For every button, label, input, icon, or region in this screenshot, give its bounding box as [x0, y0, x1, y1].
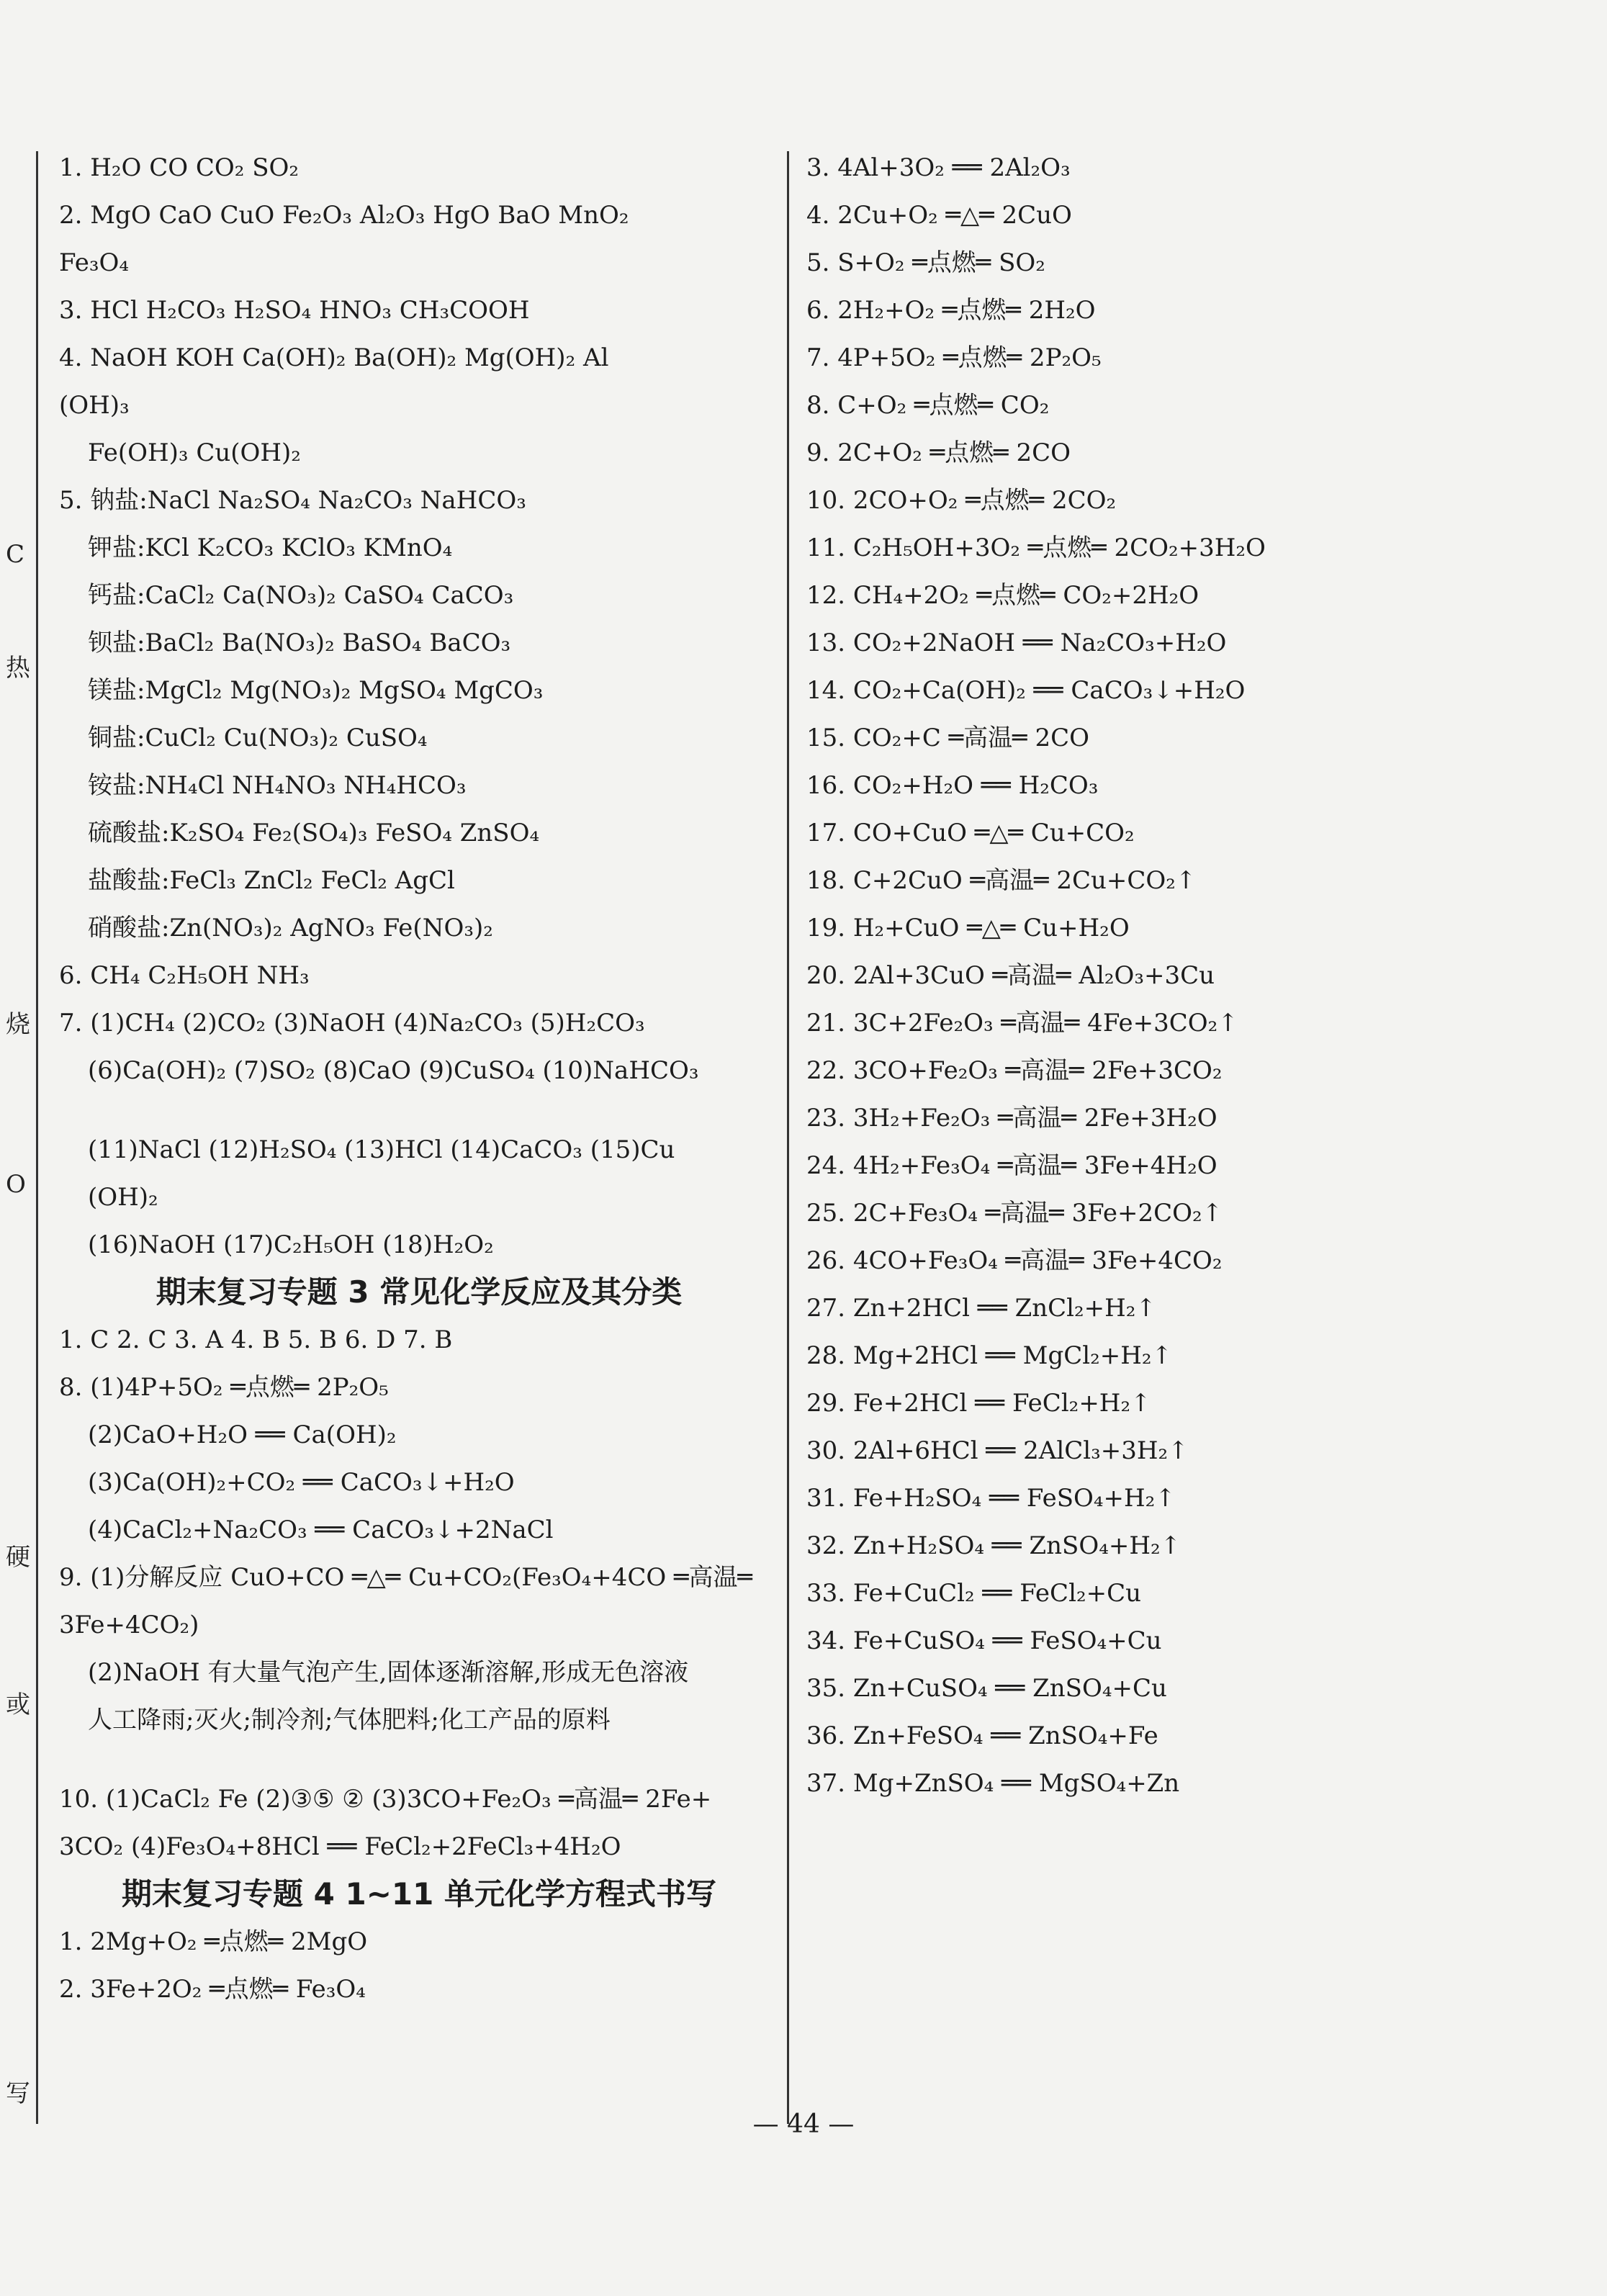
- answer-line: 5. S+O₂ ═点燃═ SO₂: [806, 248, 1045, 277]
- answer-line: 6. 2H₂+O₂ ═点燃═ 2H₂O: [806, 296, 1096, 325]
- left-column: [59, 144, 779, 2013]
- answer-line: 1. C 2. C 3. A 4. B 5. B 6. D 7. B: [59, 1325, 453, 1354]
- answer-line: 4. 2Cu+O₂ ═△═ 2CuO: [806, 201, 1072, 230]
- answer-line: 9. (1)分解反应 CuO+CO ═△═ Cu+CO₂(Fe₃O₄+4CO ═高温═: [59, 1563, 753, 1592]
- spacer: [59, 1744, 779, 1775]
- edge-character: O: [6, 1170, 26, 1199]
- edge-character: 烧: [6, 1010, 30, 1039]
- answer-line: Fe(OH)₃ Cu(OH)₂: [88, 438, 301, 467]
- answer-line: 9. 2C+O₂ ═点燃═ 2CO: [806, 438, 1071, 467]
- answer-line: (6)Ca(OH)₂ (7)SO₂ (8)CaO (9)CuSO₄ (10)NaHCO₃: [88, 1056, 699, 1085]
- answer-line: 14. CO₂+Ca(OH)₂ ══ CaCO₃↓+H₂O: [806, 676, 1246, 705]
- answer-line: 2. MgO CaO CuO Fe₂O₃ Al₂O₃ HgO BaO MnO₂: [59, 201, 629, 230]
- spacer: [59, 1094, 779, 1126]
- answer-line: 35. Zn+CuSO₄ ══ ZnSO₄+Cu: [806, 1674, 1167, 1703]
- section-heading: 期末复习专题 4 1~11 单元化学方程式书写: [122, 1876, 716, 1912]
- answer-line: 25. 2C+Fe₃O₄ ═高温═ 3Fe+2CO₂↑: [806, 1199, 1223, 1228]
- answer-line: 2. 3Fe+2O₂ ═点燃═ Fe₃O₄: [59, 1975, 366, 2004]
- answer-line: 13. CO₂+2NaOH ══ Na₂CO₃+H₂O: [806, 629, 1227, 657]
- right-column: [806, 144, 1570, 1807]
- answer-line: 3. 4Al+3O₂ ══ 2Al₂O₃: [806, 153, 1071, 182]
- answer-line: 19. H₂+CuO ═△═ Cu+H₂O: [806, 914, 1130, 942]
- answer-line: 镁盐:MgCl₂ Mg(NO₃)₂ MgSO₄ MgCO₃: [88, 676, 544, 705]
- answer-line: 5. 钠盐:NaCl Na₂SO₄ Na₂CO₃ NaHCO₃: [59, 486, 526, 515]
- edge-character: 热: [6, 654, 30, 683]
- answer-line: 21. 3C+2Fe₂O₃ ═高温═ 4Fe+3CO₂↑: [806, 1009, 1238, 1037]
- answer-line: 7. 4P+5O₂ ═点燃═ 2P₂O₅: [806, 343, 1102, 372]
- answer-line: 4. NaOH KOH Ca(OH)₂ Ba(OH)₂ Mg(OH)₂ Al: [59, 343, 609, 372]
- edge-character: C: [6, 540, 25, 569]
- edge-character: 硬: [6, 1543, 30, 1572]
- answer-line: 10. 2CO+O₂ ═点燃═ 2CO₂: [806, 486, 1117, 515]
- answer-line: 23. 3H₂+Fe₂O₃ ═高温═ 2Fe+3H₂O: [806, 1104, 1217, 1133]
- answer-line: 8. C+O₂ ═点燃═ CO₂: [806, 391, 1050, 420]
- answer-line: 37. Mg+ZnSO₄ ══ MgSO₄+Zn: [806, 1769, 1180, 1798]
- answer-line: 26. 4CO+Fe₃O₄ ═高温═ 3Fe+4CO₂: [806, 1246, 1223, 1275]
- left-margin-rule: [36, 151, 38, 2124]
- answer-line: 硫酸盐:K₂SO₄ Fe₂(SO₄)₃ FeSO₄ ZnSO₄: [88, 819, 540, 847]
- answer-line: 18. C+2CuO ═高温═ 2Cu+CO₂↑: [806, 866, 1197, 895]
- answer-line: 28. Mg+2HCl ══ MgCl₂+H₂↑: [806, 1341, 1173, 1370]
- column-divider: [787, 151, 789, 2124]
- edge-character: 或: [6, 1691, 30, 1719]
- answer-line: 20. 2Al+3CuO ═高温═ Al₂O₃+3Cu: [806, 961, 1215, 990]
- answer-line: 钾盐:KCl K₂CO₃ KClO₃ KMnO₄: [88, 534, 453, 562]
- answer-line: 铵盐:NH₄Cl NH₄NO₃ NH₄HCO₃: [88, 771, 467, 800]
- answer-line: 11. C₂H₅OH+3O₂ ═点燃═ 2CO₂+3H₂O: [806, 534, 1266, 562]
- answer-line: 10. (1)CaCl₂ Fe (2)③⑤ ② (3)3CO+Fe₂O₃ ═高温═ 2Fe+: [59, 1785, 712, 1814]
- answer-line: 3Fe+4CO₂): [59, 1611, 199, 1639]
- answer-line: (OH)₂: [88, 1183, 158, 1212]
- answer-line: 铜盐:CuCl₂ Cu(NO₃)₂ CuSO₄: [88, 724, 428, 752]
- answer-line: (16)NaOH (17)C₂H₅OH (18)H₂O₂: [88, 1230, 494, 1259]
- answer-line: 3. HCl H₂CO₃ H₂SO₄ HNO₃ CH₃COOH: [59, 296, 530, 325]
- answer-line: 24. 4H₂+Fe₃O₄ ═高温═ 3Fe+4H₂O: [806, 1151, 1217, 1180]
- answer-line: Fe₃O₄: [59, 248, 129, 277]
- edge-character: 写: [6, 2079, 30, 2108]
- answer-line: 6. CH₄ C₂H₅OH NH₃: [59, 961, 310, 990]
- answer-line: (4)CaCl₂+Na₂CO₃ ══ CaCO₃↓+2NaCl: [88, 1516, 554, 1544]
- page-number: — 44 —: [752, 2110, 855, 2139]
- answer-line: 硝酸盐:Zn(NO₃)₂ AgNO₃ Fe(NO₃)₂: [88, 914, 493, 942]
- answer-line: 8. (1)4P+5O₂ ═点燃═ 2P₂O₅: [59, 1373, 389, 1402]
- answer-line: 36. Zn+FeSO₄ ══ ZnSO₄+Fe: [806, 1721, 1158, 1750]
- answer-line: 1. 2Mg+O₂ ═点燃═ 2MgO: [59, 1927, 368, 1956]
- answer-line: 22. 3CO+Fe₂O₃ ═高温═ 2Fe+3CO₂: [806, 1056, 1223, 1085]
- answer-line: 盐酸盐:FeCl₃ ZnCl₂ FeCl₂ AgCl: [88, 866, 455, 895]
- answer-line: 29. Fe+2HCl ══ FeCl₂+H₂↑: [806, 1389, 1151, 1418]
- answer-line: 12. CH₄+2O₂ ═点燃═ CO₂+2H₂O: [806, 581, 1199, 610]
- answer-line: (11)NaCl (12)H₂SO₄ (13)HCl (14)CaCO₃ (15)Cu: [88, 1135, 675, 1164]
- answer-line: (3)Ca(OH)₂+CO₂ ══ CaCO₃↓+H₂O: [88, 1468, 515, 1497]
- answer-line: 15. CO₂+C ═高温═ 2CO: [806, 724, 1089, 752]
- answer-line: 17. CO+CuO ═△═ Cu+CO₂: [806, 819, 1135, 847]
- answer-line: 人工降雨;灭火;制冷剂;气体肥料;化工产品的原料: [88, 1706, 611, 1734]
- answer-line: 34. Fe+CuSO₄ ══ FeSO₄+Cu: [806, 1626, 1162, 1655]
- answer-line: 32. Zn+H₂SO₄ ══ ZnSO₄+H₂↑: [806, 1531, 1181, 1560]
- section-heading: 期末复习专题 3 常见化学反应及其分类: [156, 1274, 683, 1310]
- answer-line: 30. 2Al+6HCl ══ 2AlCl₃+3H₂↑: [806, 1436, 1189, 1465]
- answer-line: 27. Zn+2HCl ══ ZnCl₂+H₂↑: [806, 1294, 1156, 1323]
- answer-line: 钡盐:BaCl₂ Ba(NO₃)₂ BaSO₄ BaCO₃: [88, 629, 511, 657]
- answer-line: (OH)₃: [59, 391, 130, 420]
- answer-line: 16. CO₂+H₂O ══ H₂CO₃: [806, 771, 1099, 800]
- answer-line: 31. Fe+H₂SO₄ ══ FeSO₄+H₂↑: [806, 1484, 1176, 1513]
- answer-line: 33. Fe+CuCl₂ ══ FeCl₂+Cu: [806, 1579, 1141, 1608]
- answer-line: (2)CaO+H₂O ══ Ca(OH)₂: [88, 1421, 397, 1449]
- answer-line: (2)NaOH 有大量气泡产生,固体逐渐溶解,形成无色溶液: [88, 1658, 689, 1687]
- answer-line: 7. (1)CH₄ (2)CO₂ (3)NaOH (4)Na₂CO₃ (5)H₂CO₃: [59, 1009, 645, 1037]
- answer-line: 1. H₂O CO CO₂ SO₂: [59, 153, 300, 182]
- answer-line: 3CO₂ (4)Fe₃O₄+8HCl ══ FeCl₂+2FeCl₃+4H₂O: [59, 1832, 621, 1861]
- answer-line: 钙盐:CaCl₂ Ca(NO₃)₂ CaSO₄ CaCO₃: [88, 581, 514, 610]
